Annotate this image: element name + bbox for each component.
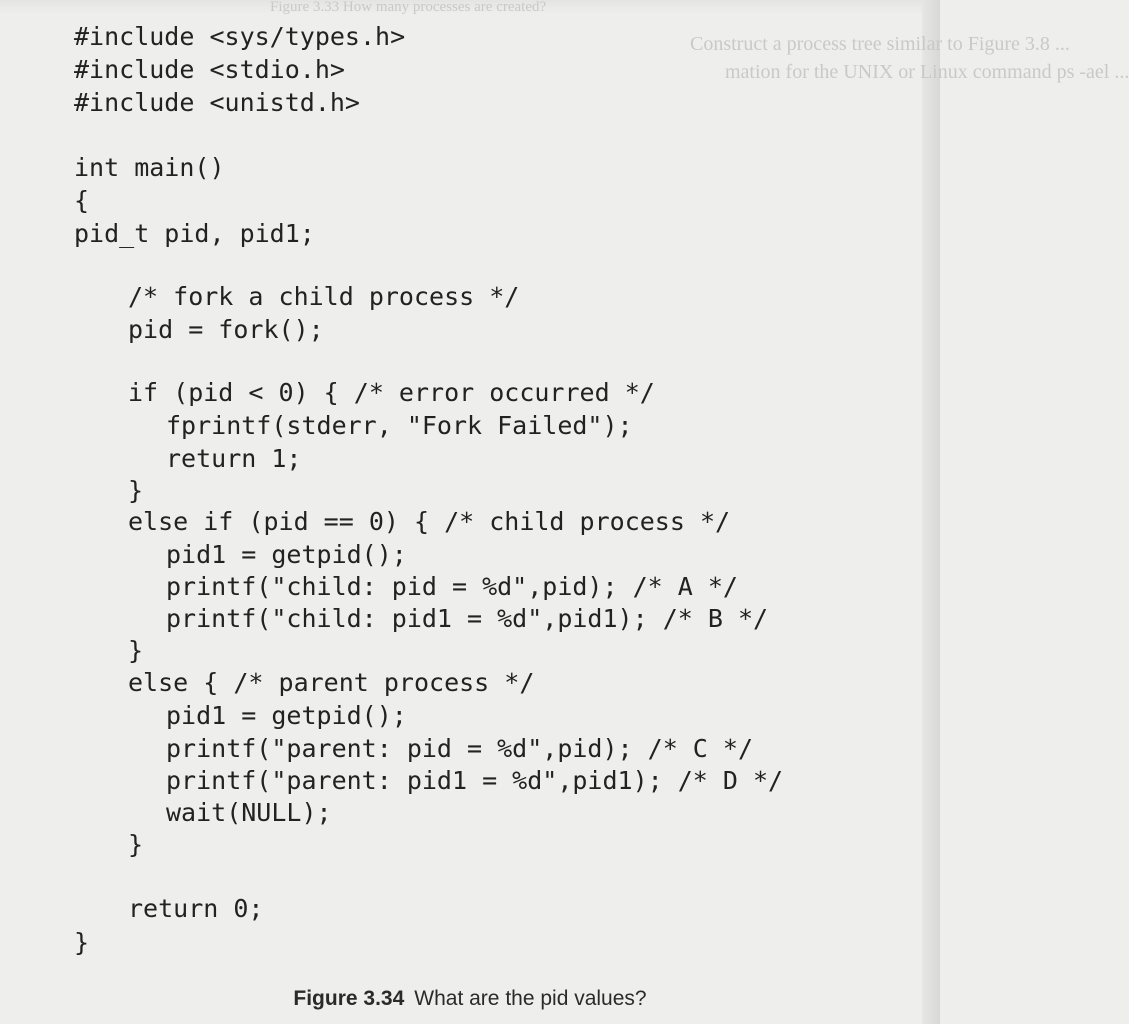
bleed-through-text: mation for the UNIX or Linux command ps -ael ... (725, 61, 1129, 83)
figure-caption-text: What are the pid values? (414, 987, 647, 1010)
code-line: else { /* parent process */ (128, 668, 535, 697)
code-line: else if (pid == 0) { /* child process */ (128, 507, 731, 536)
code-line: #include <stdio.h> (74, 55, 345, 84)
code-line: #include <sys/types.h> (74, 22, 406, 51)
code-line: if (pid < 0) { /* error occurred */ (128, 378, 655, 407)
code-line: pid1 = getpid(); (166, 540, 407, 569)
page-edge (922, 0, 940, 1024)
code-line: } (128, 476, 144, 505)
code-line: } (128, 636, 144, 665)
code-line: /* fork a child process */ (128, 282, 520, 311)
code-line: fprintf(stderr, "Fork Failed"); (166, 411, 633, 440)
figure-label: Figure 3.34 (293, 987, 405, 1010)
bleed-through-text: Construct a process tree similar to Figure 3.8 ... (690, 33, 1070, 55)
code-line: wait(NULL); (166, 798, 332, 827)
bleed-through-text: Figure 3.33 How many processes are created? (270, 0, 547, 15)
code-line: return 0; (128, 894, 264, 923)
code-line: pid_t pid, pid1; (74, 219, 315, 248)
code-line: } (128, 830, 144, 859)
code-line: { (74, 186, 90, 215)
code-line: pid1 = getpid(); (166, 701, 407, 730)
code-line: } (74, 928, 90, 957)
code-line: printf("parent: pid1 = %d",pid1); /* D */ (166, 766, 784, 795)
code-line: printf("child: pid = %d",pid); /* A */ (166, 572, 738, 601)
code-line: #include <unistd.h> (74, 88, 360, 117)
code-line: printf("parent: pid = %d",pid); /* C */ (166, 734, 753, 763)
code-line: pid = fork(); (128, 315, 324, 344)
code-line: printf("child: pid1 = %d",pid1); /* B */ (166, 604, 769, 633)
code-line: int main() (74, 153, 225, 182)
figure-caption (0, 988, 940, 1009)
code-line: return 1; (166, 444, 302, 473)
